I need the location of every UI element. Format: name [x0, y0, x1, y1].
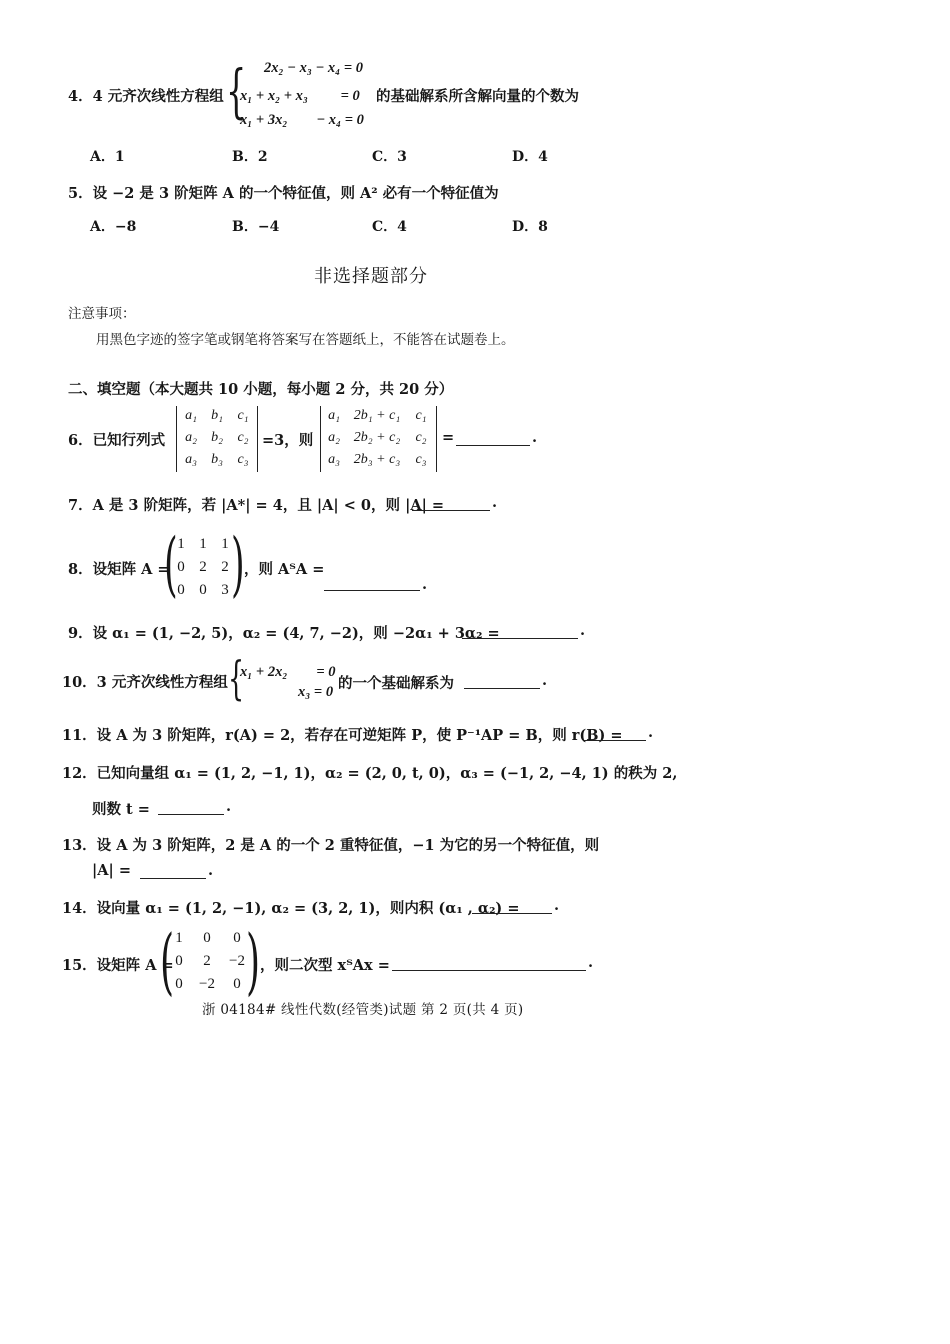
q15-matrix-cell: 0	[203, 930, 211, 946]
q6-det1-right-bar	[257, 406, 258, 472]
q10-prefix: 10．3 元齐次线性方程组	[62, 674, 228, 691]
q6-det2-cell: a₂	[328, 430, 340, 445]
q13-end: .	[208, 862, 214, 879]
q6-det1-cell: b₂	[211, 430, 223, 445]
q9-answer-blank[interactable]	[462, 624, 578, 639]
q15-end: .	[588, 954, 594, 971]
q14-text: 14．设向量 α₁ = (1, 2, −1), α₂ = (3, 2, 1)，则内积 (α₁ , α₂) =	[62, 900, 520, 917]
q6-tail: =	[442, 429, 455, 446]
q10-eq2: x₃ = 0	[298, 684, 334, 700]
q13-answer-blank[interactable]	[140, 864, 206, 879]
q15-matrix-cell: 0	[175, 976, 183, 992]
q6-det2-left-bar	[320, 406, 321, 472]
q12-line2: 则数 t =	[92, 801, 150, 818]
q15-left-paren: (	[160, 919, 175, 1003]
q13-line2: |A| =	[92, 862, 131, 879]
q4-prefix: 4．4 元齐次线性方程组	[68, 88, 224, 105]
q6-det1-cell: c₃	[237, 452, 249, 467]
q5-option-c: C．4	[372, 219, 407, 235]
q8-matrix-cell: 0	[199, 582, 207, 598]
q8-matrix-cell: 1	[177, 536, 185, 552]
q8-suffix: ，则 AᵀA =	[244, 561, 325, 578]
q4-eq1: 2x₂ − x₃ − x₄ = 0	[264, 60, 364, 76]
q8-matrix-cell: 2	[221, 559, 229, 575]
q8-matrix-cell: 0	[177, 559, 185, 575]
q6-det2-cell: c₂	[415, 430, 427, 445]
q6-det1-cell: b₃	[211, 452, 223, 467]
q15-matrix-cell: −2	[229, 953, 245, 969]
q7-text: 7．A 是 3 阶矩阵，若 |A*| = 4，且 |A| < 0，则 |A| =	[68, 497, 445, 514]
q6-det2-right-bar	[436, 406, 437, 472]
q6-det2-cell: a₁	[328, 408, 340, 423]
q15-matrix-cell: −2	[199, 976, 215, 992]
q11-end: .	[648, 724, 654, 741]
q8-end: .	[422, 576, 428, 593]
q8-matrix-cell: 2	[199, 559, 207, 575]
q6-det2-cell: 2b₂ + c₂	[353, 430, 401, 445]
q12-end: .	[226, 798, 232, 815]
q6-answer-blank[interactable]	[456, 431, 530, 446]
q12-answer-blank[interactable]	[158, 800, 224, 815]
q4-brace: {	[226, 57, 247, 125]
q6-det1-cell: c₂	[237, 430, 249, 445]
q4-option-a: A．1	[90, 149, 125, 165]
q15-prefix: 15．设矩阵 A =	[62, 957, 174, 974]
q4-option-b: B．2	[232, 149, 268, 165]
q6-prefix: 6．已知行列式	[68, 432, 166, 449]
q6-det1-cell: a₃	[185, 452, 197, 467]
section-title: 非选择题部分	[314, 266, 428, 287]
q6-det2-cell: 2b₁ + c₁	[353, 408, 401, 423]
q15-matrix-cell: 1	[175, 930, 183, 946]
q12-line1: 12．已知向量组 α₁ = (1, 2, −1, 1)，α₂ = (2, 0, t, 0)，α₃ = (−1, 2, −4, 1) 的秩为 2,	[62, 765, 678, 782]
q15-matrix-cell: 0	[233, 976, 241, 992]
q10-eq1: x₁ + 2x₂ = 0	[240, 664, 336, 680]
q6-equals-three: =3，则	[262, 432, 314, 449]
q7-answer-blank[interactable]	[412, 496, 490, 511]
q6-end: .	[532, 429, 538, 446]
q11-text: 11．设 A 为 3 阶矩阵，r(A) = 2，若存在可逆矩阵 P，使 P⁻¹AP = B，则 r(B) =	[62, 727, 623, 744]
q7-end: .	[492, 494, 498, 511]
part2-heading: 二、填空题（本大题共 10 小题，每小题 2 分，共 20 分）	[68, 381, 454, 398]
q10-suffix: 的一个基础解系为	[338, 675, 454, 692]
q8-matrix-cell: 0	[177, 582, 185, 598]
q8-left-paren: (	[164, 523, 178, 605]
q9-end: .	[580, 622, 586, 639]
q10-end: .	[542, 672, 548, 689]
q14-answer-blank[interactable]	[472, 899, 552, 914]
q6-det1-cell: c₁	[237, 408, 249, 423]
q6-det1-cell: a₁	[185, 408, 197, 423]
q5-option-d: D．8	[512, 219, 548, 235]
q4-eq3: x₁ + 3x₂ − x₄ = 0	[240, 112, 364, 128]
q6-det2-cell: 2b₃ + c₃	[353, 452, 401, 467]
q10-brace: {	[228, 651, 245, 705]
q6-det2-cell: c₁	[415, 408, 427, 423]
q6-det1-cell: b₁	[211, 408, 223, 423]
q15-matrix-cell: 2	[203, 953, 211, 969]
q15-matrix-cell: 0	[175, 953, 183, 969]
page-footer: 浙 04184# 线性代数(经管类)试题 第 2 页(共 4 页)	[202, 1002, 524, 1018]
q8-prefix: 8．设矩阵 A =	[68, 561, 170, 578]
notice-heading: 注意事项：	[68, 306, 136, 322]
q5-option-b: B．−4	[232, 219, 280, 235]
q11-answer-blank[interactable]	[584, 726, 646, 741]
q13-line1: 13．设 A 为 3 阶矩阵，2 是 A 的一个 2 重特征值，−1 为它的另一个特征值，则	[62, 837, 600, 854]
q6-det2-cell: a₃	[328, 452, 340, 467]
q8-matrix-cell: 1	[199, 536, 207, 552]
q5-option-a: A．−8	[90, 219, 137, 235]
q9-text: 9．设 α₁ = (1, −2, 5)，α₂ = (4, 7, −2)，则 −2α₁ + 3α₂ =	[68, 625, 500, 642]
q4-option-c: C．3	[372, 149, 407, 165]
q15-matrix-cell: 0	[233, 930, 241, 946]
q14-end: .	[554, 897, 560, 914]
q4-option-d: D．4	[512, 149, 548, 165]
notice-body: 用黑色字迹的签字笔或钢笔将答案写在答题纸上，不能答在试题卷上。	[96, 332, 515, 348]
q15-right-paren: )	[246, 919, 261, 1003]
q4-suffix: 的基础解系所含解向量的个数为	[376, 88, 579, 105]
q10-answer-blank[interactable]	[464, 674, 540, 689]
q5-text: 5．设 −2 是 3 阶矩阵 A 的一个特征值，则 A² 必有一个特征值为	[68, 185, 499, 202]
q15-answer-blank[interactable]	[392, 956, 586, 971]
q8-right-paren: )	[231, 523, 245, 605]
q6-det2-cell: c₃	[415, 452, 427, 467]
q8-matrix-cell: 1	[221, 536, 229, 552]
q15-suffix: ，则二次型 xᵀAx =	[260, 957, 390, 974]
q6-det1-cell: a₂	[185, 430, 197, 445]
q4-eq2: x₁ + x₂ + x₃ = 0	[240, 88, 360, 104]
q6-det1-left-bar	[176, 406, 177, 472]
q8-answer-blank[interactable]	[324, 576, 420, 591]
q8-matrix-cell: 3	[221, 582, 229, 598]
